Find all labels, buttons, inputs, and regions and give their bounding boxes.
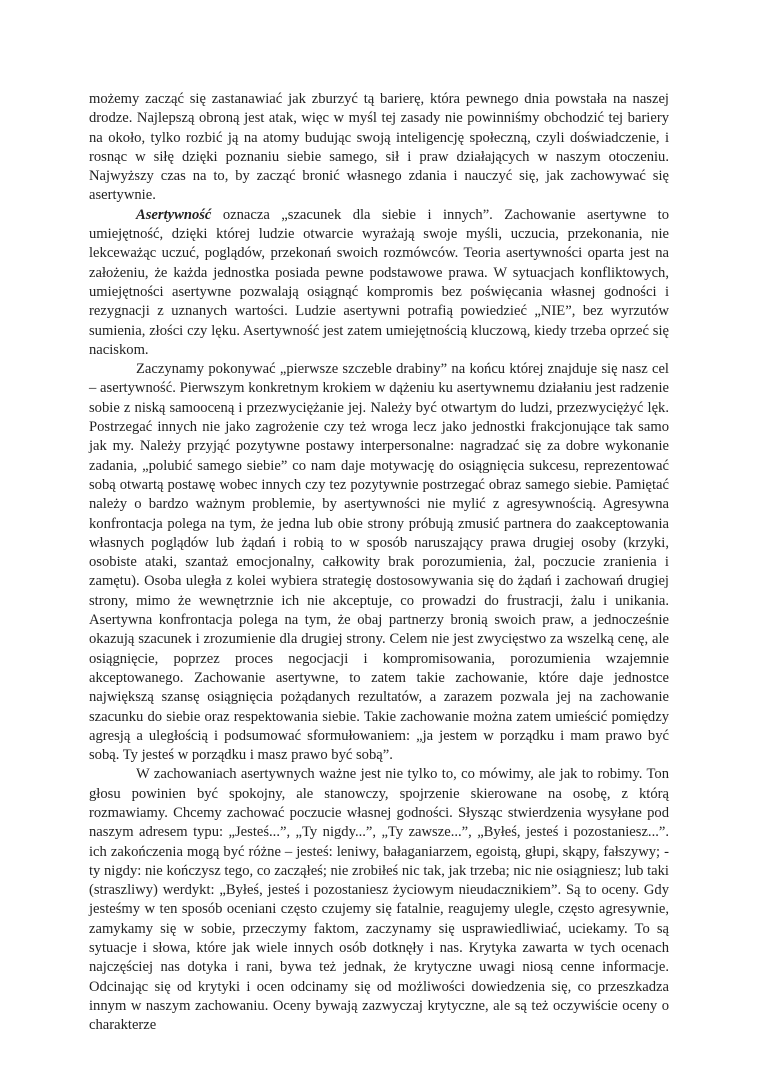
paragraph-4: W zachowaniach asertywnych ważne jest nie tylko to, co mówimy, ale jak to robimy. Ton głosu powinien być spokojny, ale stanowczy, spojrzenie skierowane na osobę, z którą rozmawiamy. Chcemy zachować poczucie własnej godności. Słysząc stwierdzenia wysyłane pod naszym adresem typu: „Jesteś...”, „Ty nigdy...”, „Ty zawsze...”, „Byłeś, jesteś i pozostaniesz...”. ich zakończenia mogą być różne – jesteś: leniwy, bałaganiarzem, egoistą, głupi, skąpy, fałszywy; - ty nigdy: nie kończysz tego, co zacząłeś; nie zrobiłeś nic tak, jak trzeba; nic nie osiągniesz; lub taki (straszliwy) werdykt: „Byłeś, jesteś i pozostaniesz życiowym nieudacznikiem”. Są to oceny. Gdy jesteśmy w ten sposób oceniani często czujemy się fatalnie, reagujemy ulegle, często agresywnie, zamykamy się w sobie, przeczymy faktom, zaczynamy się usprawiedliwiać, uciekamy. To są sytuacje i słowa, które jak wiele innych osób dotknęły i nas. Krytyka zawarta w tych ocenach najczęściej nas dotyka i rani, bywa też jednak, że krytyczne uwagi niosą cenne informacje. Odcinając się od krytyki i ocen odcinamy się od możliwości dowiedzenia się, co przeszkadza innym w naszym zachowaniu. Oceny bywają zazwyczaj krytyczne, ale są też oczywiście oceny o charakterze [89, 766, 669, 1034]
term-asertywnosc: Asertywność [136, 206, 212, 223]
paragraph-2-body: oznacza „szacunek dla siebie i innych”. Zachowanie asertywne to umiejętność, dzięki której ludzie otwarcie wyrażają swoje myśli, uczucia, przekonania, nie lekceważąc uczuć, poglądów, przekonań swoich rozmówców. Teoria asertywności oparta jest na założeniu, że każda jednostka posiada pewne podstawowe prawa. W sytuacjach konfliktowych, umiejętności asertywne pozwalają osiągnąć kompromis bez poświęcania własnej godności i rezygnacji z uznanych wartości. Ludzie asertywni potrafią powiedzieć „NIE”, bez wyrzutów sumienia, złości czy lęku. Asertywność jest zatem umiejętnością kluczową, kiedy trzeba oprzeć się naciskom. [89, 206, 669, 358]
paragraph-3: Zaczynamy pokonywać „pierwsze szczeble drabiny” na końcu której znajduje się nasz cel – asertywność. Pierwszym konkretnym krokiem w dążeniu ku asertywnemu działaniu jest radzenie sobie z niską samooceną i przezwyciężanie jej. Należy być otwartym do ludzi, przezwyciężyć lęk. Postrzegać innych nie jako zagrożenie czy też wroga lecz jako jednostki frakcjonujące tak samo jak my. Należy przyjąć pozytywne postawy interpersonalne: nagradzać się za dobre wykonanie zadania, „polubić samego siebie” co nam daje motywację do osiągnięcia sukcesu, reprezentować sobą otwartą postawę wobec innych czy tez pozytywnie postrzegać obraz samego siebie. Pamiętać należy o bardzo ważnym problemie, by asertywności nie mylić z agresywnością. Agresywna konfrontacja polega na tym, że jedna lub obie strony próbują zmusić partnera do zaakceptowania własnych poglądów lub żądań i robią to w sposób naruszający prawa drugiej osoby (krzyki, osobiste ataki, szantaż emocjonalny, całkowity brak porozumienia, żal, poczucie zranienia i zamętu). Osoba uległa z kolei wybiera strategię dostosowywania się do żądań i zachowań drugiej strony, mimo że wewnętrznie ich nie akceptuje, co prowadzi do frustracji, żalu i unikania. Asertywna konfrontacja polega na tym, że obaj partnerzy bronią swoich praw, a jednocześnie okazują szacunek i zrozumienie dla drugiej strony. Celem nie jest zwycięstwo za wszelką cenę, ale osiągnięcie, poprzez proces negocjacji i kompromisowania, porozumienia wzajemnie akceptowanego. Zachowanie asertywne, to zatem takie zachowanie, które daje jednostce największą szansę osiągnięcia pożądanych rezultatów, a zarazem pozwala jej na zachowanie szacunku do siebie oraz respektowania siebie. Takie zachowanie można zatem umieścić pomiędzy agresją a uległością i podsumować sformułowaniem: „ja jestem w porządku i mam prawo być sobą. Ty jesteś w porządku i masz prawo być sobą”. [89, 361, 669, 764]
document-page [89, 90, 669, 1036]
paragraph-2 [89, 206, 669, 360]
paragraph-1: możemy zacząć się zastanawiać jak zburzyć tą barierę, która pewnego dnia powstała na naszej drodze. Najlepszą obroną jest atak, więc w myśl tej zasady nie powinniśmy obchodzić tej bariery na około, tylko rozbić ją na atomy budując swoją inteligencję społeczną, czyli doświadczenie, i rosnąc w siłę dzięki poznaniu siebie samego, sił i praw działających w naszym otoczeniu. Najwyższy czas na to, by zacząć bronić własnego zdania i nauczyć się, jak zachowywać się asertywnie. [89, 91, 669, 204]
